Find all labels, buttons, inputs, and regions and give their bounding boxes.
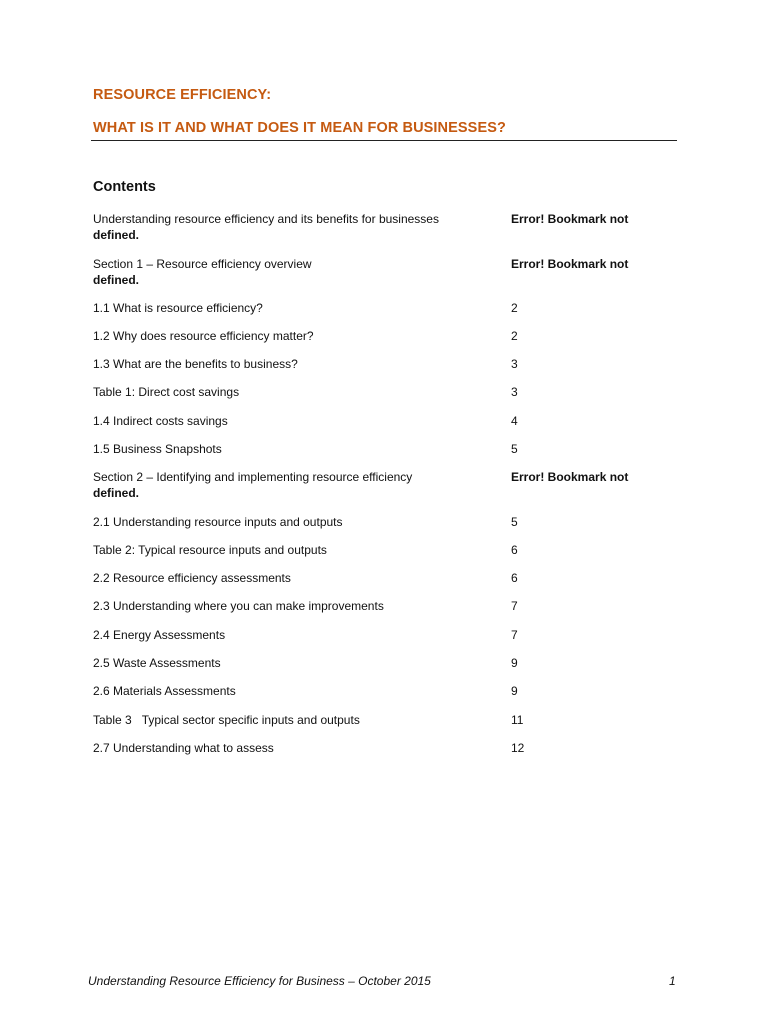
toc-entry-title: 1.1 What is resource efficiency?: [93, 301, 263, 315]
contents-heading: Contents: [93, 179, 156, 195]
page-footer-text: Understanding Resource Efficiency for Business – October 2015: [88, 974, 431, 988]
title-divider: [91, 140, 677, 141]
toc-entry-page: Error! Bookmark not: [511, 470, 629, 484]
toc-entry-page: 6: [511, 543, 518, 557]
toc-entry-page: 2: [511, 301, 518, 315]
toc-entry-title: Table 1: Direct cost savings: [93, 385, 240, 399]
toc-entry-page: 7: [511, 628, 518, 642]
toc-entry-title: 2.6 Materials Assessments: [93, 684, 236, 698]
toc-entry-title: Table 2: Typical resource inputs and outputs: [93, 543, 327, 557]
toc-entry-title: 1.4 Indirect costs savings: [93, 414, 228, 428]
toc-entry-continuation: defined.: [93, 273, 140, 287]
toc-entry-title: 1.3 What are the benefits to business?: [93, 357, 298, 371]
toc-entry-page: 3: [511, 385, 518, 399]
page-footer-number: 1: [669, 974, 676, 988]
toc-entry-page: 9: [511, 684, 518, 698]
toc-entry-continuation: defined.: [93, 486, 140, 500]
toc-entry-title: 2.5 Waste Assessments: [93, 656, 221, 670]
toc-entry-title: 2.3 Understanding where you can make improvements: [93, 599, 384, 613]
toc-entry-title: Section 2 – Identifying and implementing resource efficiency: [93, 470, 413, 484]
toc-entry-page: Error! Bookmark not: [511, 212, 629, 226]
toc-entry-page: 11: [511, 713, 524, 727]
toc-entry-page: 12: [511, 741, 525, 755]
toc-entry-page: 6: [511, 571, 518, 585]
toc-entry-title: Table 3 Typical sector specific inputs and outputs: [93, 713, 360, 727]
toc-entry-page: 7: [511, 599, 518, 613]
toc-entry-page: 3: [511, 357, 518, 371]
toc-entry-page: 5: [511, 442, 518, 456]
toc-entry-title: Understanding resource efficiency and its benefits for businesses: [93, 212, 439, 226]
document-title-line1: RESOURCE EFFICIENCY:: [93, 87, 272, 103]
toc-entry-page: 4: [511, 414, 518, 428]
toc-entry-page: 9: [511, 656, 518, 670]
toc-entry-title: 2.7 Understanding what to assess: [93, 741, 274, 755]
toc-entry-page: 5: [511, 515, 518, 529]
document-title-line2: WHAT IS IT AND WHAT DOES IT MEAN FOR BUSINESSES?: [93, 120, 506, 136]
toc-entry-continuation: defined.: [93, 228, 140, 242]
toc-entry-title: 1.2 Why does resource efficiency matter?: [93, 329, 314, 343]
toc-entry-title: 2.4 Energy Assessments: [93, 628, 226, 642]
toc-entry-page: 2: [511, 329, 518, 343]
toc-entry-title: 1.5 Business Snapshots: [93, 442, 222, 456]
toc-entry-title: 2.1 Understanding resource inputs and outputs: [93, 515, 343, 529]
toc-entry-page: Error! Bookmark not: [511, 257, 629, 271]
toc-entry-title: Section 1 – Resource efficiency overview: [93, 257, 312, 271]
toc-entry-title: 2.2 Resource efficiency assessments: [93, 571, 291, 585]
